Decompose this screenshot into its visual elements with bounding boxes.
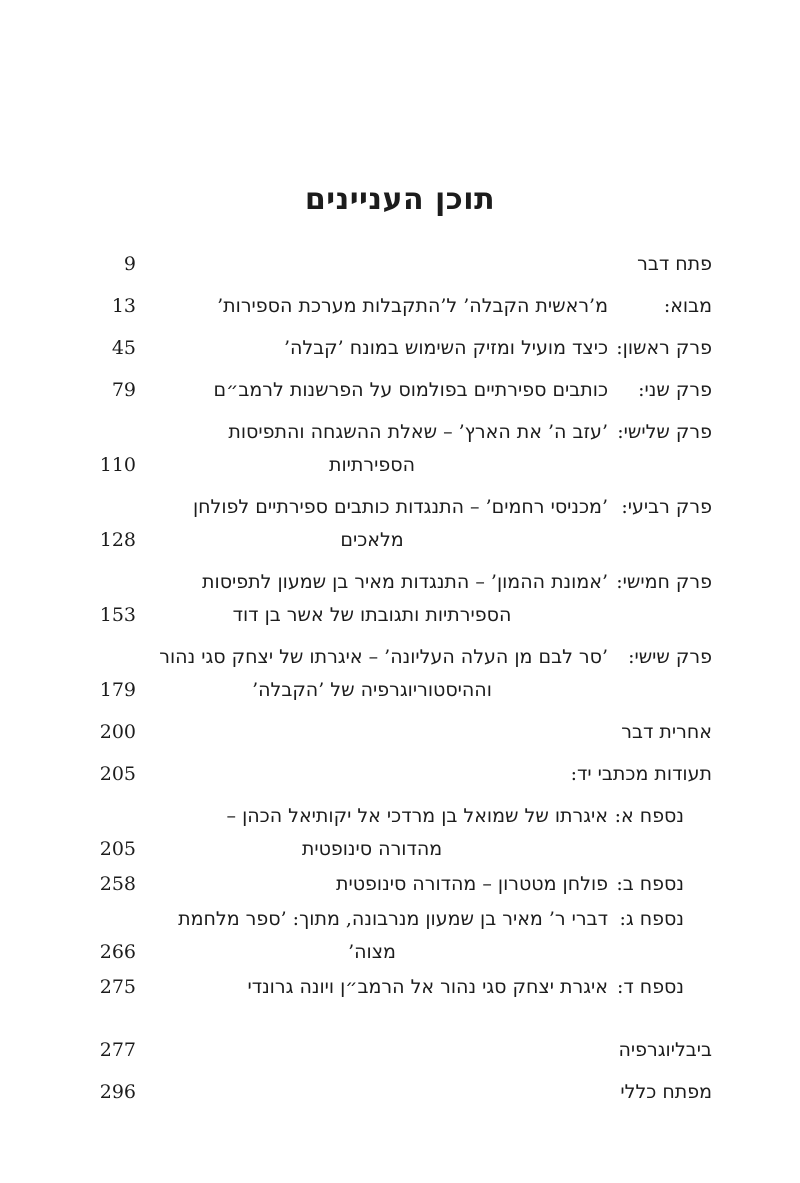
toc-entry [88, 416, 712, 482]
toc-entry-line: מלאכים [340, 529, 404, 551]
toc-entry-line: איגרתו של שמואל בן מרדכי אל יקותיאל הכהן – [226, 805, 608, 827]
toc-entry [88, 566, 712, 632]
toc-entry-description [136, 971, 608, 1004]
toc-entry-label: פרק חמישי: [616, 571, 712, 593]
toc-entry-page-number: 128 [99, 529, 136, 551]
toc-entry [88, 290, 712, 323]
toc-entry [88, 332, 712, 365]
toc-entry-page-number: 179 [99, 679, 136, 701]
toc-entry-label: נספח א: [614, 805, 684, 827]
toc-entry-line: הספירתיות [329, 454, 415, 476]
toc-entry-line: וההיסטוריוגרפיה של ’הקבלה’ [252, 679, 492, 701]
toc-entry [88, 1034, 712, 1067]
toc-entry-description [136, 416, 608, 482]
toc-entry-label: נספח ג: [619, 908, 684, 930]
toc-entry-description [136, 491, 608, 557]
toc-entry-page-number: 205 [99, 763, 136, 785]
toc-entry-page-number: 200 [99, 721, 136, 743]
toc-entry-description [136, 290, 608, 323]
toc-entry-description [136, 903, 608, 969]
toc-entry-line: איגרת יצחק סגי נהור אל הרמב״ן ויונה גרונדי [247, 976, 608, 998]
toc-entry-description [136, 374, 608, 407]
toc-entry-line: ’סר לבם מן העלה העליונה’ – איגרתו של יצחק סגי נהור [159, 646, 608, 668]
toc-entry-page-number: 13 [111, 295, 136, 317]
toc-entry [88, 868, 684, 901]
toc-entry-label: מפתח כללי [620, 1081, 712, 1103]
toc-entry-line: מ’ראשית הקבלה’ ל’התקבלות מערכת הספירות’ [217, 295, 608, 317]
toc-entry-page-number: 277 [99, 1039, 136, 1061]
toc-entry-line: ’מכניסי רחמים’ – התנגדות כותבים ספירתיים לפולחן [192, 496, 608, 518]
toc-entry [88, 903, 684, 969]
toc-entry [88, 800, 684, 866]
toc-entry-label: פתח דבר [637, 253, 712, 275]
toc-entry-description [136, 868, 608, 901]
toc-entry-page-number: 275 [99, 976, 136, 998]
toc-entry-description [136, 332, 608, 365]
toc-entry-label: פרק שני: [638, 379, 712, 401]
toc-entry-label: פרק רביעי: [621, 496, 712, 518]
toc-entry-page-number: 45 [111, 337, 136, 359]
toc-entry [88, 758, 712, 791]
toc-entry-page-number: 258 [99, 873, 136, 895]
toc-entry-label: ביבליוגרפיה [618, 1039, 712, 1061]
toc-entry-description [136, 641, 608, 707]
toc-entry-page-number: 153 [99, 604, 136, 626]
toc-entry-label: מבוא: [663, 295, 712, 317]
toc-entry-label: פרק שישי: [628, 646, 712, 668]
toc-entry [88, 641, 712, 707]
toc-entry [88, 374, 712, 407]
toc-entry-page-number: 9 [123, 253, 136, 275]
toc-entry-page-number: 79 [111, 379, 136, 401]
toc-entry-label: נספח ד: [616, 976, 684, 998]
toc-entry-label: פרק שלישי: [617, 421, 712, 443]
page-title: תוכן העניינים [304, 182, 496, 217]
toc-entry-line: ’אמונת ההמון’ – התנגדות מאיר בן שמעון לתפיסות [202, 571, 608, 593]
toc-entry-line: הספירתיות ותגובתו של אשר בן דוד [232, 604, 512, 626]
toc-entry [88, 1076, 712, 1109]
toc-entry-line: דברי ר’ מאיר בן שמעון מנרבונה, מתוך: ’ספר מלחמת [178, 908, 608, 930]
toc-entry [88, 716, 712, 749]
toc-entry [88, 971, 684, 1004]
toc-entry-line: כיצד מועיל ומזיק השימוש במונח ’קבלה’ [283, 337, 608, 359]
toc-entry-page-number: 110 [99, 454, 136, 476]
toc-entry-description [136, 566, 608, 632]
toc-entry-page-number: 266 [99, 941, 136, 963]
toc-entry [88, 248, 712, 281]
toc-entry-page-number: 205 [99, 838, 136, 860]
toc-entry-line: כותבים ספירתיים בפולמוס על הפרשנות לרמב״ם [213, 379, 608, 401]
toc-entry-page-number: 296 [99, 1081, 136, 1103]
toc-entry-line: מצוה’ [348, 941, 396, 963]
toc-entry-description [136, 800, 608, 866]
toc-entry [88, 491, 712, 557]
toc-entry-label: פרק ראשון: [616, 337, 712, 359]
toc-entry-label: נספח ב: [616, 873, 684, 895]
toc-entry-line: פולחן מטטרון – מהדורה סינופטית [335, 873, 608, 895]
toc-entry-label: תעודות מכתבי יד: [570, 763, 712, 785]
toc-entry-line: ’עזב ה’ את הארץ’ – שאלת ההשגחה והתפיסות [228, 421, 608, 443]
toc-entry-label: אחרית דבר [621, 721, 712, 743]
toc-entry-line: מהדורה סינופטית [301, 838, 443, 860]
toc-list [88, 248, 712, 1118]
